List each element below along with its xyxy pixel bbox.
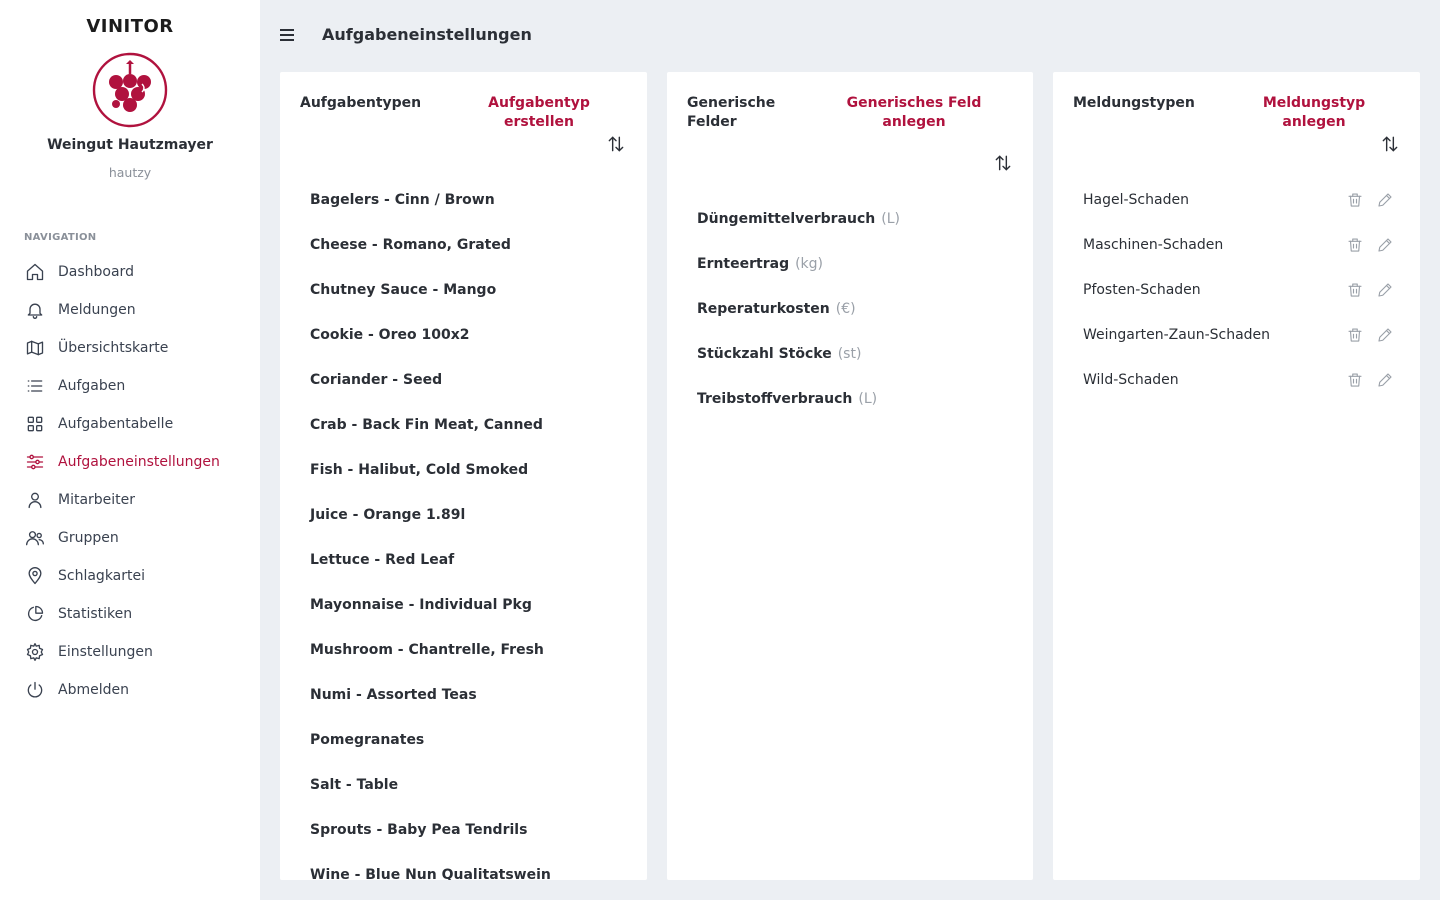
list-item[interactable]: Cookie - Oreo 100x2 [310, 326, 470, 343]
task-types-title: Aufgabentypen [300, 95, 422, 111]
users-icon [24, 527, 46, 549]
list-icon [24, 375, 46, 397]
trash-icon[interactable] [1346, 326, 1364, 344]
trash-icon[interactable] [1346, 191, 1364, 209]
list-item[interactable]: Pomegranates [310, 731, 425, 748]
nav-item-schlagkartei[interactable] [0, 557, 260, 595]
nav-item-label: Aufgabentabelle [58, 416, 174, 432]
list-item[interactable]: Lettuce - Red Leaf [310, 551, 455, 568]
field-unit: (L) [858, 390, 878, 407]
row-actions [1346, 326, 1394, 344]
nav-item-einstellungen[interactable] [0, 633, 260, 671]
list-item[interactable]: Chutney Sauce - Mango [310, 281, 497, 298]
page-title: Aufgabeneinstellungen [322, 25, 532, 44]
nav-item-label: Gruppen [58, 530, 119, 546]
list-item[interactable]: Numi - Assorted Teas [310, 686, 477, 703]
row-actions [1346, 371, 1394, 389]
pie-chart-icon [24, 603, 46, 625]
nav-item-aufgabentabelle[interactable] [0, 405, 260, 443]
list-item[interactable]: Juice - Orange 1.89l [310, 506, 466, 523]
report-types-card [1053, 72, 1420, 880]
gear-icon [24, 641, 46, 663]
org-username: hautzy [108, 165, 152, 180]
grid-icon [24, 413, 46, 435]
bell-icon [24, 299, 46, 321]
nav-item-meldungen[interactable] [0, 291, 260, 329]
list-item[interactable]: Fish - Halibut, Cold Smoked [310, 461, 529, 478]
nav-item-label: Dashboard [58, 264, 134, 280]
sort-icon[interactable] [993, 153, 1013, 173]
nav-item-mitarbeiter[interactable] [0, 481, 260, 519]
field-name: Düngemittelverbrauch [697, 210, 876, 227]
list-item[interactable] [1083, 267, 1400, 312]
row-actions [1346, 281, 1394, 299]
generic-fields-list [697, 196, 1013, 421]
trash-icon[interactable] [1346, 281, 1364, 299]
list-item[interactable]: Mayonnaise - Individual Pkg [310, 596, 532, 613]
trash-icon[interactable] [1346, 371, 1364, 389]
winery-logo [92, 52, 168, 128]
sort-icon[interactable] [1380, 134, 1400, 154]
generic-fields-title [687, 94, 775, 132]
generic-fields-card [667, 72, 1033, 880]
nav-item-label: Abmelden [58, 682, 129, 698]
field-name: Ernteertrag [697, 255, 790, 272]
brand-title: VINITOR [86, 16, 174, 37]
list-item[interactable] [697, 286, 1013, 331]
nav-item-uebersichtskarte[interactable] [0, 329, 260, 367]
field-name: Reperaturkosten [697, 300, 830, 317]
list-item[interactable]: Cheese - Romano, Grated [310, 236, 511, 253]
list-item[interactable] [697, 196, 1013, 241]
create-generic-field-button[interactable] [834, 94, 994, 132]
report-types-title: Meldungstypen [1073, 95, 1195, 111]
user-icon [24, 489, 46, 511]
field-unit: (kg) [795, 255, 824, 272]
field-name: Stückzahl Stöcke [697, 345, 832, 362]
menu-toggle-icon[interactable] [280, 26, 298, 44]
sidebar [0, 0, 260, 900]
task-types-list [310, 177, 627, 880]
field-name: Treibstoffverbrauch [697, 390, 853, 407]
nav-item-label: Meldungen [58, 302, 136, 318]
edit-icon[interactable] [1376, 371, 1394, 389]
report-type-name: Hagel-Schaden [1083, 191, 1189, 208]
nav-heading: NAVIGATION [24, 232, 97, 243]
nav-item-label: Einstellungen [58, 644, 153, 660]
sort-icon[interactable] [606, 134, 626, 154]
generic-fields-title-line1: Generische [687, 95, 776, 111]
nav-item-label: Übersichtskarte [58, 340, 169, 356]
row-actions [1346, 236, 1394, 254]
list-item[interactable] [697, 376, 1013, 421]
generic-fields-title-line2: Felder [687, 114, 737, 130]
nav-item-abmelden[interactable] [0, 671, 260, 709]
sliders-icon [24, 451, 46, 473]
list-item[interactable]: Coriander - Seed [310, 371, 443, 388]
field-unit: (L) [881, 210, 901, 227]
list-item[interactable] [697, 241, 1013, 286]
nav-item-aufgaben[interactable] [0, 367, 260, 405]
create-generic-field-label-line1: Generisches Feld [846, 95, 982, 111]
list-item[interactable] [1083, 222, 1400, 267]
list-item[interactable]: Salt - Table [310, 776, 399, 793]
power-icon [24, 679, 46, 701]
nav-item-label: Mitarbeiter [58, 492, 136, 508]
report-type-name: Pfosten-Schaden [1083, 281, 1201, 298]
create-task-type-button[interactable]: Aufgabentyp erstellen [488, 95, 590, 130]
list-item[interactable]: Sprouts - Baby Pea Tendrils [310, 821, 528, 838]
edit-icon[interactable] [1376, 191, 1394, 209]
nav-item-aufgabeneinstellungen[interactable] [0, 443, 260, 481]
map-icon [24, 337, 46, 359]
trash-icon[interactable] [1346, 236, 1364, 254]
nav-item-label: Aufgabeneinstellungen [58, 454, 220, 470]
list-item[interactable] [697, 331, 1013, 376]
field-unit: (st) [837, 345, 862, 362]
nav-item-label: Statistiken [58, 606, 133, 622]
edit-icon[interactable] [1376, 236, 1394, 254]
home-icon [24, 261, 46, 283]
nav-item-dashboard[interactable] [0, 253, 260, 291]
nav-item-label: Aufgaben [58, 378, 126, 394]
task-types-card [280, 72, 647, 880]
org-name: Weingut Hautzmayer [47, 137, 213, 153]
list-item[interactable] [1083, 177, 1400, 222]
nav-item-gruppen[interactable] [0, 519, 260, 557]
edit-icon[interactable] [1376, 326, 1394, 344]
create-report-type-button[interactable]: Meldungstyp anlegen [1262, 95, 1366, 130]
nav-item-statistiken[interactable] [0, 595, 260, 633]
field-unit: (€) [835, 300, 856, 317]
report-types-list [1083, 177, 1400, 402]
report-type-name: Maschinen-Schaden [1083, 236, 1224, 253]
create-generic-field-label-line2: anlegen [882, 114, 946, 130]
main-nav [0, 253, 260, 709]
list-item[interactable]: Mushroom - Chantrelle, Fresh [310, 641, 544, 658]
row-actions [1346, 191, 1394, 209]
list-item[interactable]: Wine - Blue Nun Qualitatswein [310, 866, 551, 880]
list-item[interactable]: Bagelers - Cinn / Brown [310, 191, 495, 208]
report-type-name: Weingarten-Zaun-Schaden [1083, 326, 1271, 343]
list-item[interactable] [1083, 357, 1400, 402]
list-item[interactable] [1083, 312, 1400, 357]
edit-icon[interactable] [1376, 281, 1394, 299]
list-item[interactable]: Crab - Back Fin Meat, Canned [310, 416, 543, 433]
map-pin-icon [24, 565, 46, 587]
report-type-name: Wild-Schaden [1083, 371, 1179, 388]
nav-item-label: Schlagkartei [58, 568, 146, 584]
